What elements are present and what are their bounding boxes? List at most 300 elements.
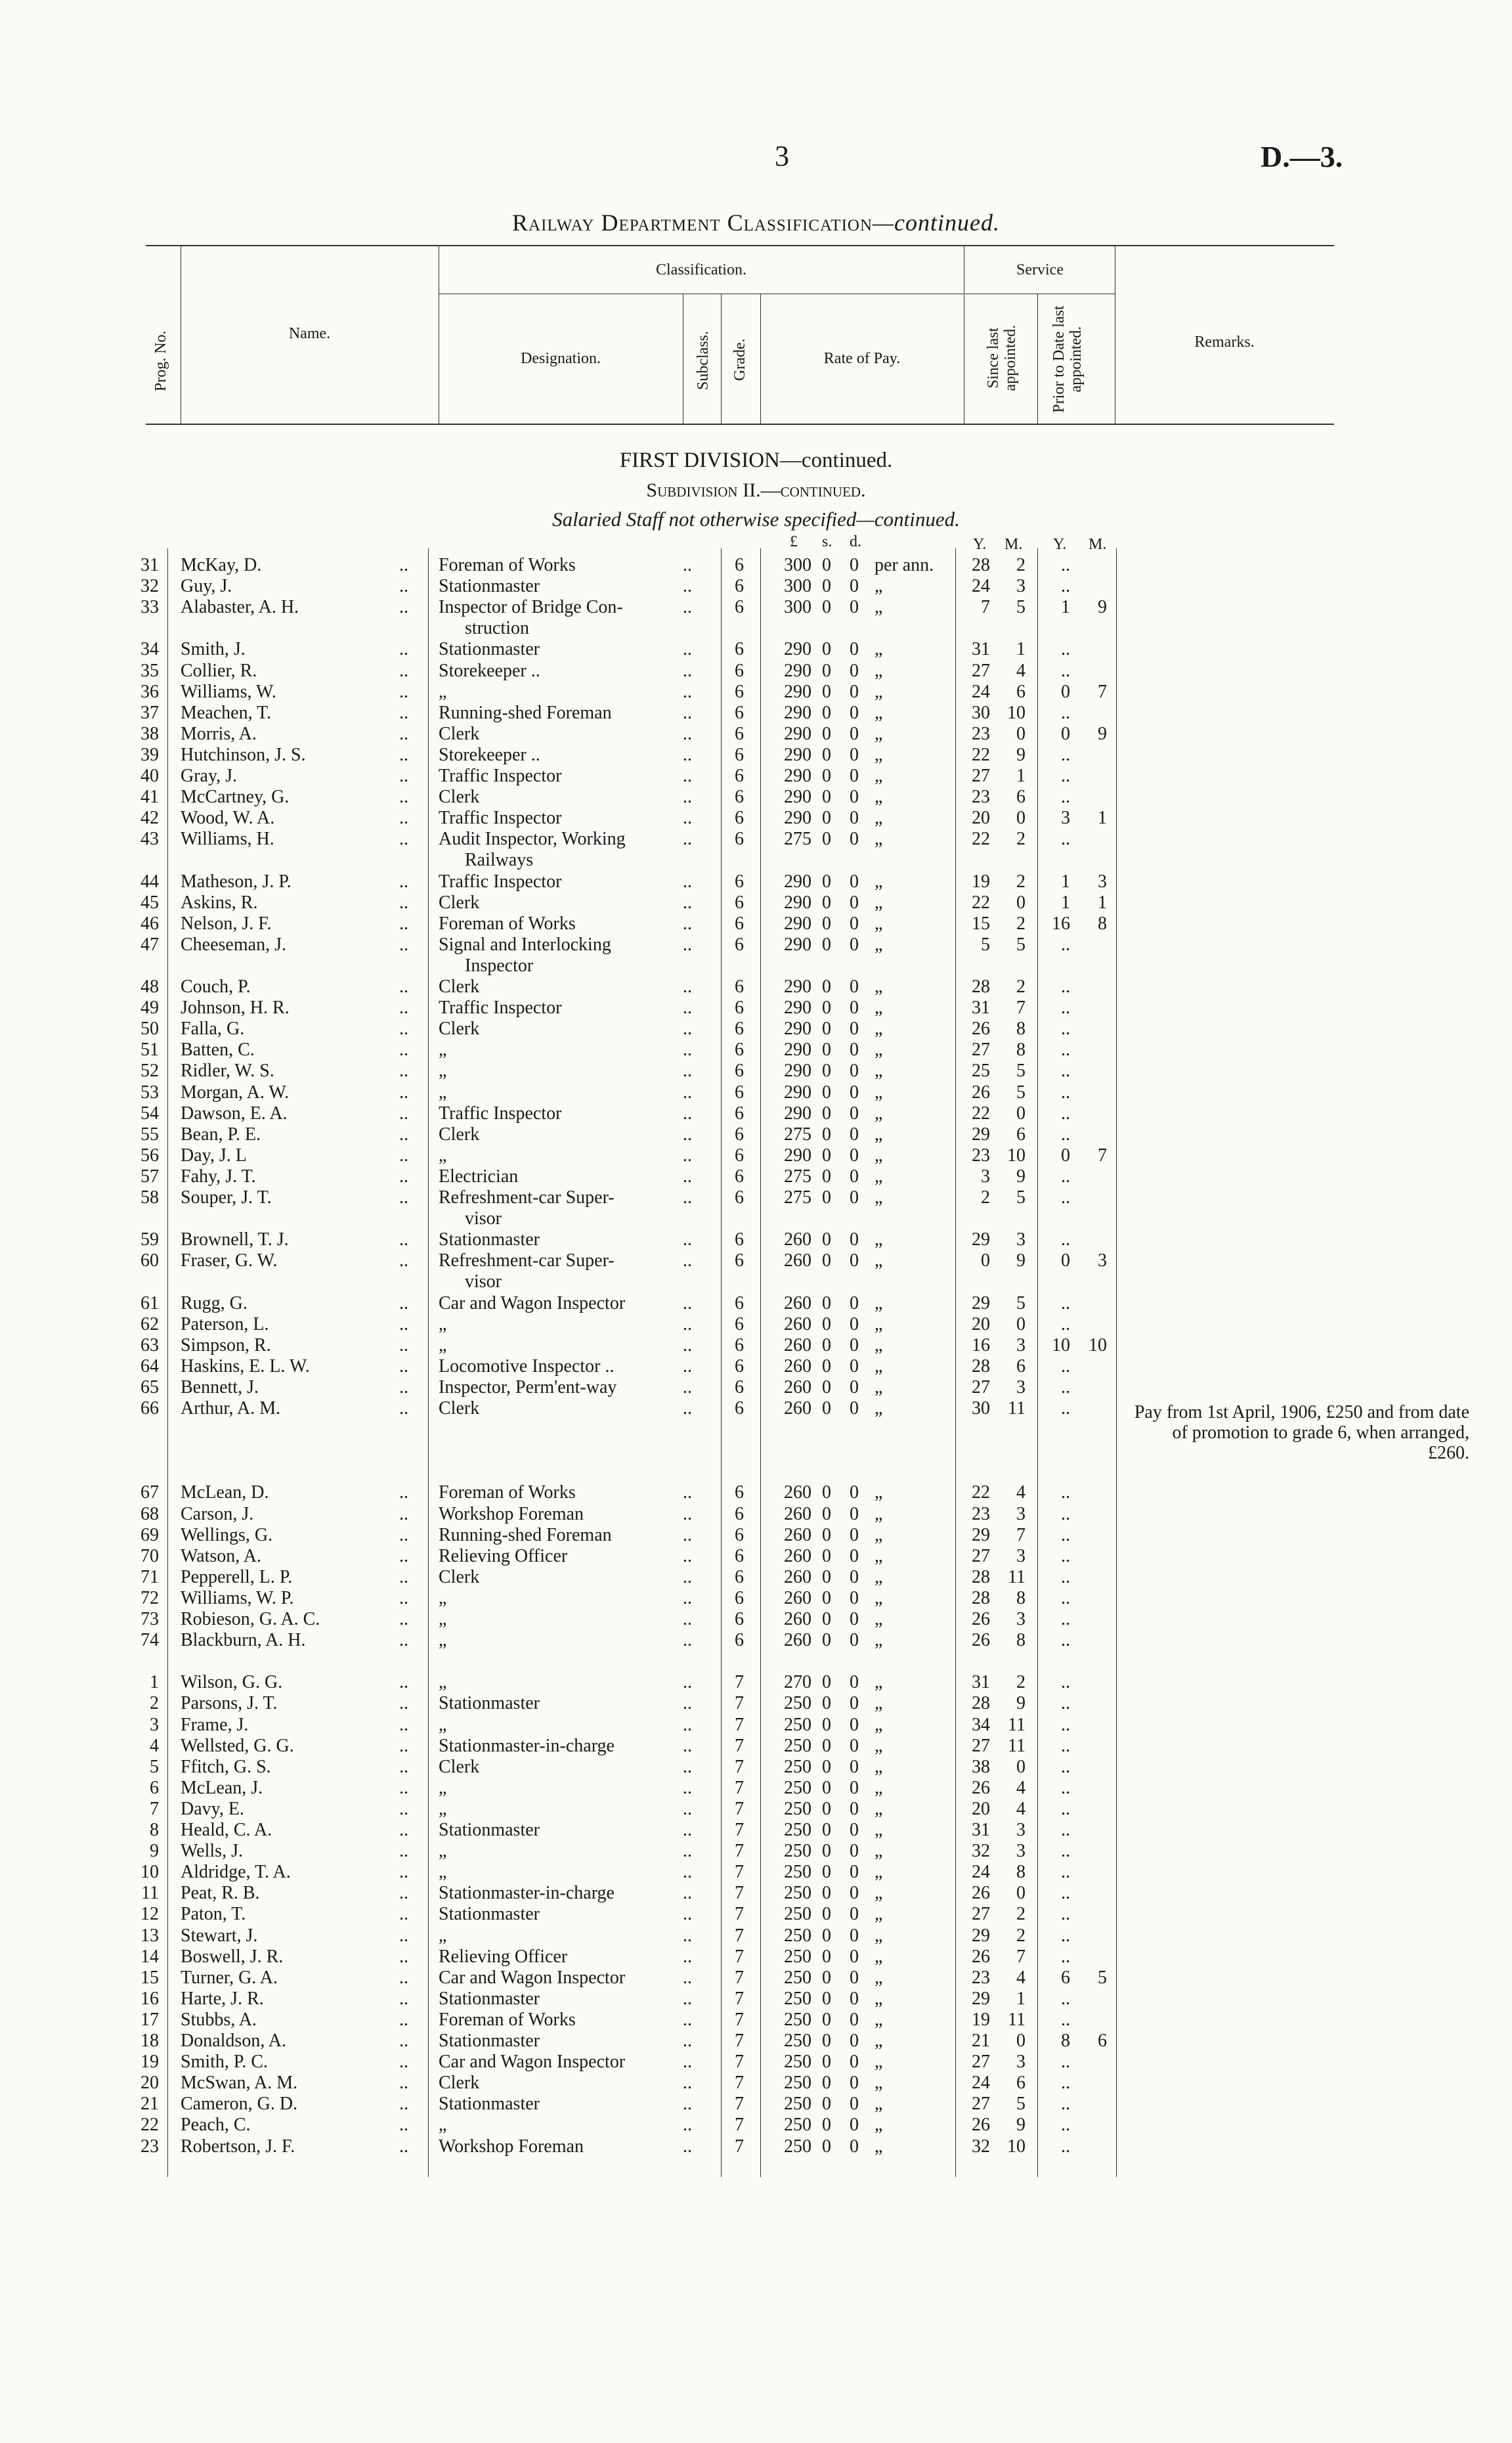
service-years-since: 0 — [981, 1250, 990, 1271]
leader-dots: .. — [683, 1545, 692, 1566]
staff-name: Ridler, W. S. — [181, 1061, 274, 1082]
pay-shillings: 0 — [822, 1925, 831, 1946]
service-months-since: 9 — [1016, 2115, 1026, 2136]
pay-pounds: 290 — [784, 639, 811, 660]
pay-period: „ — [875, 1250, 883, 1271]
service-years-prior: .. — [1061, 2009, 1070, 2030]
pay-shillings: 0 — [822, 1904, 831, 1925]
designation: Storekeeper .. — [439, 660, 540, 681]
designation: „ — [439, 1040, 447, 1061]
designation: Running-shed Foreman — [439, 702, 612, 723]
pay-pence: 0 — [850, 1841, 859, 1862]
service-years-since: 29 — [972, 1124, 990, 1145]
grade: 6 — [735, 1630, 744, 1651]
pay-period: „ — [875, 1735, 883, 1756]
designation-continuation: visor — [465, 1271, 502, 1292]
grade: 6 — [735, 1040, 744, 1061]
leader-dots: .. — [683, 1334, 692, 1355]
staff-name: Davy, E. — [181, 1798, 244, 1819]
pay-pounds: 260 — [784, 1398, 811, 1419]
designation: Stationmaster — [439, 1904, 540, 1925]
staff-name: McCartney, G. — [181, 787, 290, 808]
leader-dots: .. — [399, 1988, 408, 2009]
service-months-since: 0 — [1016, 1313, 1026, 1334]
prog-no: 21 — [140, 2094, 159, 2115]
service-months-since: 1 — [1016, 766, 1026, 786]
designation: Traffic Inspector — [439, 871, 562, 892]
leader-dots: .. — [683, 2052, 692, 2073]
leader-dots: .. — [399, 1841, 408, 1862]
pay-period: „ — [875, 1334, 883, 1355]
grade: 6 — [735, 1061, 744, 1082]
staff-heading: Salaried Staff not otherwise specified—continued. — [552, 508, 960, 531]
pay-shillings: 0 — [822, 1376, 831, 1398]
pay-pounds: 250 — [784, 1967, 811, 1988]
designation: Workshop Foreman — [439, 1503, 584, 1524]
designation: Traffic Inspector — [439, 766, 562, 786]
designation: „ — [439, 1630, 447, 1651]
pay-period: „ — [875, 2136, 883, 2157]
leader-dots: .. — [683, 1082, 692, 1103]
service-years-prior: 0 — [1061, 681, 1070, 702]
leader-dots: .. — [683, 702, 692, 723]
unit-months-prior: M. — [1089, 536, 1107, 553]
designation-continuation: Inspector — [465, 955, 534, 976]
service-years-since: 23 — [972, 723, 990, 744]
designation: „ — [439, 1082, 447, 1103]
service-years-prior: .. — [1061, 1672, 1070, 1693]
grade: 6 — [735, 1103, 744, 1124]
pay-period: „ — [875, 2115, 883, 2136]
leader-dots: .. — [399, 639, 408, 660]
leader-dots: .. — [683, 2115, 692, 2136]
leader-dots: .. — [683, 2009, 692, 2030]
pay-pounds: 300 — [784, 597, 811, 618]
table-row — [0, 745, 1512, 766]
leader-dots: .. — [683, 998, 692, 1019]
pay-shillings: 0 — [822, 2009, 831, 2030]
service-years-prior: 1 — [1061, 871, 1070, 892]
designation: Traffic Inspector — [439, 998, 562, 1019]
grade: 7 — [735, 2136, 744, 2157]
service-months-since: 8 — [1016, 1019, 1026, 1040]
service-years-prior: .. — [1061, 1040, 1070, 1061]
service-years-since: 29 — [972, 1292, 990, 1313]
table-row — [0, 1061, 1512, 1082]
prog-no: 46 — [140, 913, 159, 934]
service-years-since: 29 — [972, 1524, 990, 1545]
grade: 6 — [735, 1376, 744, 1398]
service-months-since: 5 — [1016, 934, 1026, 955]
staff-name: McSwan, A. M. — [181, 2073, 298, 2094]
leader-dots: .. — [399, 913, 408, 934]
leader-dots: .. — [683, 1820, 692, 1840]
service-years-since: 27 — [972, 766, 990, 786]
designation: „ — [439, 1925, 447, 1946]
pay-shillings: 0 — [822, 1630, 831, 1651]
prog-no: 52 — [140, 1061, 159, 1082]
grade: 6 — [735, 660, 744, 681]
pay-pence: 0 — [850, 2094, 859, 2115]
service-years-since: 22 — [972, 744, 990, 765]
pay-shillings: 0 — [822, 1166, 831, 1187]
service-years-prior: .. — [1061, 2052, 1070, 2073]
staff-name: Meachen, T. — [181, 702, 272, 723]
service-months-since: 8 — [1016, 1587, 1026, 1608]
service-years-prior: 1 — [1061, 892, 1070, 913]
service-months-since: 6 — [1016, 1355, 1026, 1376]
table-row — [0, 1124, 1512, 1145]
pay-pounds: 260 — [784, 1609, 811, 1629]
prog-no: 56 — [140, 1145, 159, 1166]
unit-shillings: s. — [822, 533, 832, 550]
leader-dots: .. — [399, 1925, 408, 1946]
leader-dots: .. — [683, 1630, 692, 1651]
table-row — [0, 977, 1512, 998]
designation: „ — [439, 1334, 447, 1355]
title-suffix: —continued. — [873, 209, 1000, 236]
grade: 7 — [735, 2031, 744, 2051]
service-months-since: 5 — [1016, 1187, 1026, 1208]
service-years-since: 27 — [972, 1040, 990, 1061]
table-row — [0, 1799, 1512, 1820]
leader-dots: .. — [683, 1229, 692, 1250]
leader-dots: .. — [683, 892, 692, 913]
pay-period: „ — [875, 1777, 883, 1798]
leader-dots: .. — [683, 1883, 692, 1904]
pay-period: „ — [875, 1862, 883, 1883]
prog-no: 13 — [140, 1925, 159, 1946]
service-months-since: 3 — [1016, 1229, 1026, 1250]
pay-period: „ — [875, 1313, 883, 1334]
table-row — [0, 703, 1512, 724]
table-row — [0, 1715, 1512, 1736]
leader-dots: .. — [683, 1841, 692, 1862]
leader-dots: .. — [399, 1061, 408, 1082]
pay-pence: 0 — [850, 1883, 859, 1904]
designation: Clerk — [439, 977, 480, 997]
leader-dots: .. — [683, 808, 692, 829]
division-heading: FIRST DIVISION—continued. — [619, 449, 893, 472]
grade: 7 — [735, 1714, 744, 1735]
header-since-last: Since last appointed. — [985, 324, 1019, 391]
designation: Refreshment-car Super- — [439, 1187, 615, 1208]
table-row — [0, 1989, 1512, 2010]
table-row — [0, 829, 1512, 850]
leader-dots: .. — [399, 1798, 408, 1819]
pay-shillings: 0 — [822, 555, 831, 575]
service-years-prior: 6 — [1061, 1967, 1070, 1988]
leader-dots: .. — [399, 1714, 408, 1735]
service-years-prior: .. — [1061, 1714, 1070, 1735]
staff-name: Morris, A. — [181, 723, 257, 744]
table-row — [0, 1904, 1512, 1925]
leader-dots: .. — [683, 1482, 692, 1503]
service-years-prior: 1 — [1061, 597, 1070, 618]
blank-row — [0, 1651, 1512, 1672]
prog-no: 36 — [140, 681, 159, 702]
pay-pence: 0 — [850, 1756, 859, 1777]
grade: 7 — [735, 2009, 744, 2030]
grade: 7 — [735, 2094, 744, 2115]
service-months-since: 3 — [1016, 1334, 1026, 1355]
pay-pounds: 290 — [784, 660, 811, 681]
leader-dots: .. — [683, 1040, 692, 1061]
designation: „ — [439, 1313, 447, 1334]
pay-pounds: 290 — [784, 1019, 811, 1040]
service-years-since: 28 — [972, 977, 990, 997]
service-months-since: 3 — [1016, 1545, 1026, 1566]
table-row — [0, 1356, 1512, 1377]
pay-pounds: 260 — [784, 1250, 811, 1271]
table-row — [0, 555, 1512, 576]
staff-name: Parsons, J. T. — [181, 1693, 278, 1714]
pay-period: „ — [875, 1967, 883, 1988]
grade: 7 — [735, 2052, 744, 2073]
pay-pence: 0 — [850, 597, 859, 618]
grade: 6 — [735, 1545, 744, 1566]
leader-dots: .. — [399, 1040, 408, 1061]
designation: Foreman of Works — [439, 1482, 576, 1503]
leader-dots: .. — [399, 555, 408, 575]
pay-pence: 0 — [850, 1124, 859, 1145]
grade: 6 — [735, 998, 744, 1019]
pay-shillings: 0 — [822, 1019, 831, 1040]
service-months-since: 0 — [1016, 2031, 1026, 2051]
leader-dots: .. — [683, 766, 692, 786]
pay-shillings: 0 — [822, 1040, 831, 1061]
staff-name: Boswell, J. R. — [181, 1946, 284, 1967]
pay-shillings: 0 — [822, 998, 831, 1019]
service-years-since: 25 — [972, 1061, 990, 1082]
table-row — [0, 1040, 1512, 1061]
service-months-since: 0 — [1016, 1756, 1026, 1777]
service-years-prior: .. — [1061, 1630, 1070, 1651]
service-months-since: 9 — [1016, 744, 1026, 765]
pay-pence: 0 — [850, 1355, 859, 1376]
designation: „ — [439, 1777, 447, 1798]
pay-period: „ — [875, 2073, 883, 2094]
service-years-prior: .. — [1061, 766, 1070, 786]
table-row — [0, 808, 1512, 829]
staff-name: Collier, R. — [181, 660, 257, 681]
grade: 6 — [735, 1355, 744, 1376]
service-years-since: 27 — [972, 2094, 990, 2115]
pay-period: „ — [875, 1587, 883, 1608]
pay-pounds: 250 — [784, 1946, 811, 1967]
pay-shillings: 0 — [822, 681, 831, 702]
pay-shillings: 0 — [822, 1777, 831, 1798]
grade: 6 — [735, 1229, 744, 1250]
leader-dots: .. — [399, 1082, 408, 1103]
service-years-prior: .. — [1061, 1756, 1070, 1777]
pay-pounds: 290 — [784, 808, 811, 829]
pay-period: „ — [875, 808, 883, 829]
service-months-prior: 9 — [1098, 723, 1107, 744]
leader-dots: .. — [399, 2052, 408, 2073]
prog-no: 15 — [140, 1967, 159, 1988]
pay-pounds: 270 — [784, 1672, 811, 1693]
pay-pence: 0 — [850, 1524, 859, 1545]
pay-shillings: 0 — [822, 1250, 831, 1271]
pay-shillings: 0 — [822, 597, 831, 618]
pay-period: „ — [875, 597, 883, 618]
pay-period: „ — [875, 913, 883, 934]
prog-no: 7 — [150, 1798, 159, 1819]
pay-pence: 0 — [850, 1630, 859, 1651]
leader-dots: .. — [399, 892, 408, 913]
service-months-prior: 7 — [1098, 681, 1107, 702]
table-row — [0, 1841, 1512, 1862]
grade: 6 — [735, 1524, 744, 1545]
grade: 7 — [735, 1820, 744, 1840]
service-years-since: 3 — [981, 1166, 990, 1187]
prog-no: 4 — [150, 1735, 159, 1756]
grade: 7 — [735, 1798, 744, 1819]
pay-period: „ — [875, 1925, 883, 1946]
table-row — [0, 2010, 1512, 2031]
service-years-since: 22 — [972, 892, 990, 913]
designation: Foreman of Works — [439, 555, 576, 575]
pay-pence: 0 — [850, 1777, 859, 1798]
pay-pence: 0 — [850, 1482, 859, 1503]
service-years-prior: .. — [1061, 1545, 1070, 1566]
designation-continuation: struction — [465, 618, 529, 639]
service-years-prior: 0 — [1061, 1250, 1070, 1271]
service-months-since: 4 — [1016, 1798, 1026, 1819]
pay-pence: 0 — [850, 1376, 859, 1398]
service-years-since: 23 — [972, 1503, 990, 1524]
designation-continuation: Railways — [465, 850, 534, 871]
pay-pence: 0 — [850, 639, 859, 660]
pay-pounds: 260 — [784, 1482, 811, 1503]
service-years-prior: .. — [1061, 1587, 1070, 1608]
staff-name: Williams, W. P. — [181, 1587, 294, 1608]
grade: 7 — [735, 1756, 744, 1777]
leader-dots: .. — [399, 1820, 408, 1840]
grade: 7 — [735, 1904, 744, 1925]
service-months-since: 1 — [1016, 1988, 1026, 2009]
pay-pence: 0 — [850, 1145, 859, 1166]
service-months-since: 10 — [1007, 1145, 1026, 1166]
pay-pounds: 250 — [784, 1883, 811, 1904]
service-years-prior: 10 — [1052, 1334, 1070, 1355]
table-row — [0, 1736, 1512, 1757]
staff-name: Wood, W. A. — [181, 808, 275, 829]
header-rate-of-pay: Rate of Pay. — [823, 350, 901, 367]
designation: „ — [439, 1798, 447, 1819]
leader-dots: .. — [683, 723, 692, 744]
grade: 6 — [735, 555, 744, 575]
pay-pounds: 250 — [784, 2009, 811, 2030]
pay-pence: 0 — [850, 1693, 859, 1714]
pay-pounds: 260 — [784, 1503, 811, 1524]
prog-no: 53 — [140, 1082, 159, 1103]
service-years-prior: .. — [1061, 639, 1070, 660]
pay-shillings: 0 — [822, 1503, 831, 1524]
leader-dots: .. — [683, 829, 692, 850]
pay-period: „ — [875, 1566, 883, 1587]
designation: Foreman of Works — [439, 2009, 576, 2030]
staff-name: Johnson, H. R. — [181, 998, 290, 1019]
staff-name: Nelson, J. F. — [181, 913, 272, 934]
staff-name: Robieson, G. A. C. — [181, 1609, 320, 1629]
service-years-since: 24 — [972, 2073, 990, 2094]
leader-dots: .. — [399, 1145, 408, 1166]
prog-no: 17 — [140, 2009, 159, 2030]
service-years-prior: .. — [1061, 1019, 1070, 1040]
service-months-prior: 8 — [1098, 913, 1107, 934]
pay-pence: 0 — [850, 681, 859, 702]
prog-no: 72 — [140, 1587, 159, 1608]
pay-period: „ — [875, 1820, 883, 1840]
pay-period: „ — [875, 1103, 883, 1124]
service-years-prior: .. — [1061, 1735, 1070, 1756]
pay-shillings: 0 — [822, 871, 831, 892]
grade: 6 — [735, 1250, 744, 1271]
service-months-since: 7 — [1016, 1524, 1026, 1545]
prog-no: 50 — [140, 1019, 159, 1040]
pay-pounds: 250 — [784, 1777, 811, 1798]
pay-shillings: 0 — [822, 1124, 831, 1145]
pay-period: „ — [875, 1630, 883, 1651]
table-row — [0, 1019, 1512, 1040]
service-years-since: 30 — [972, 702, 990, 723]
pay-pounds: 290 — [784, 1040, 811, 1061]
pay-pounds: 250 — [784, 1988, 811, 2009]
pay-period: „ — [875, 871, 883, 892]
table-row — [0, 1672, 1512, 1693]
leader-dots: .. — [399, 702, 408, 723]
service-months-since: 10 — [1007, 2136, 1026, 2157]
document-reference: D.—3. — [1261, 140, 1343, 173]
leader-dots: .. — [683, 639, 692, 660]
leader-dots: .. — [399, 829, 408, 850]
leader-dots: .. — [399, 1398, 408, 1419]
service-years-prior: .. — [1061, 1187, 1070, 1208]
table-row — [0, 1377, 1512, 1398]
service-months-since: 5 — [1016, 597, 1026, 618]
table-row — [0, 1588, 1512, 1609]
designation: Clerk — [439, 787, 480, 808]
service-years-prior: .. — [1061, 1166, 1070, 1187]
designation: „ — [439, 1714, 447, 1735]
service-years-prior: .. — [1061, 1082, 1070, 1103]
designation: Electrician — [439, 1166, 519, 1187]
staff-name: Williams, H. — [181, 829, 274, 850]
pay-shillings: 0 — [822, 808, 831, 829]
leader-dots: .. — [683, 597, 692, 618]
leader-dots: .. — [399, 1334, 408, 1355]
leader-dots: .. — [399, 1735, 408, 1756]
prog-no: 41 — [140, 787, 159, 808]
leader-dots: .. — [683, 1061, 692, 1082]
leader-dots: .. — [683, 2094, 692, 2115]
grade: 6 — [735, 702, 744, 723]
pay-period: „ — [875, 1061, 883, 1082]
designation-continuation-row — [0, 850, 1512, 871]
service-years-since: 20 — [972, 808, 990, 829]
staff-name: Stubbs, A. — [181, 2009, 257, 2030]
grade: 6 — [735, 1609, 744, 1629]
pay-pounds: 290 — [784, 871, 811, 892]
service-months-since: 6 — [1016, 787, 1026, 808]
designation: Locomotive Inspector .. — [439, 1355, 615, 1376]
pay-period: „ — [875, 1166, 883, 1187]
pay-period: „ — [875, 1187, 883, 1208]
pay-period: „ — [875, 1482, 883, 1503]
service-years-since: 26 — [972, 1777, 990, 1798]
